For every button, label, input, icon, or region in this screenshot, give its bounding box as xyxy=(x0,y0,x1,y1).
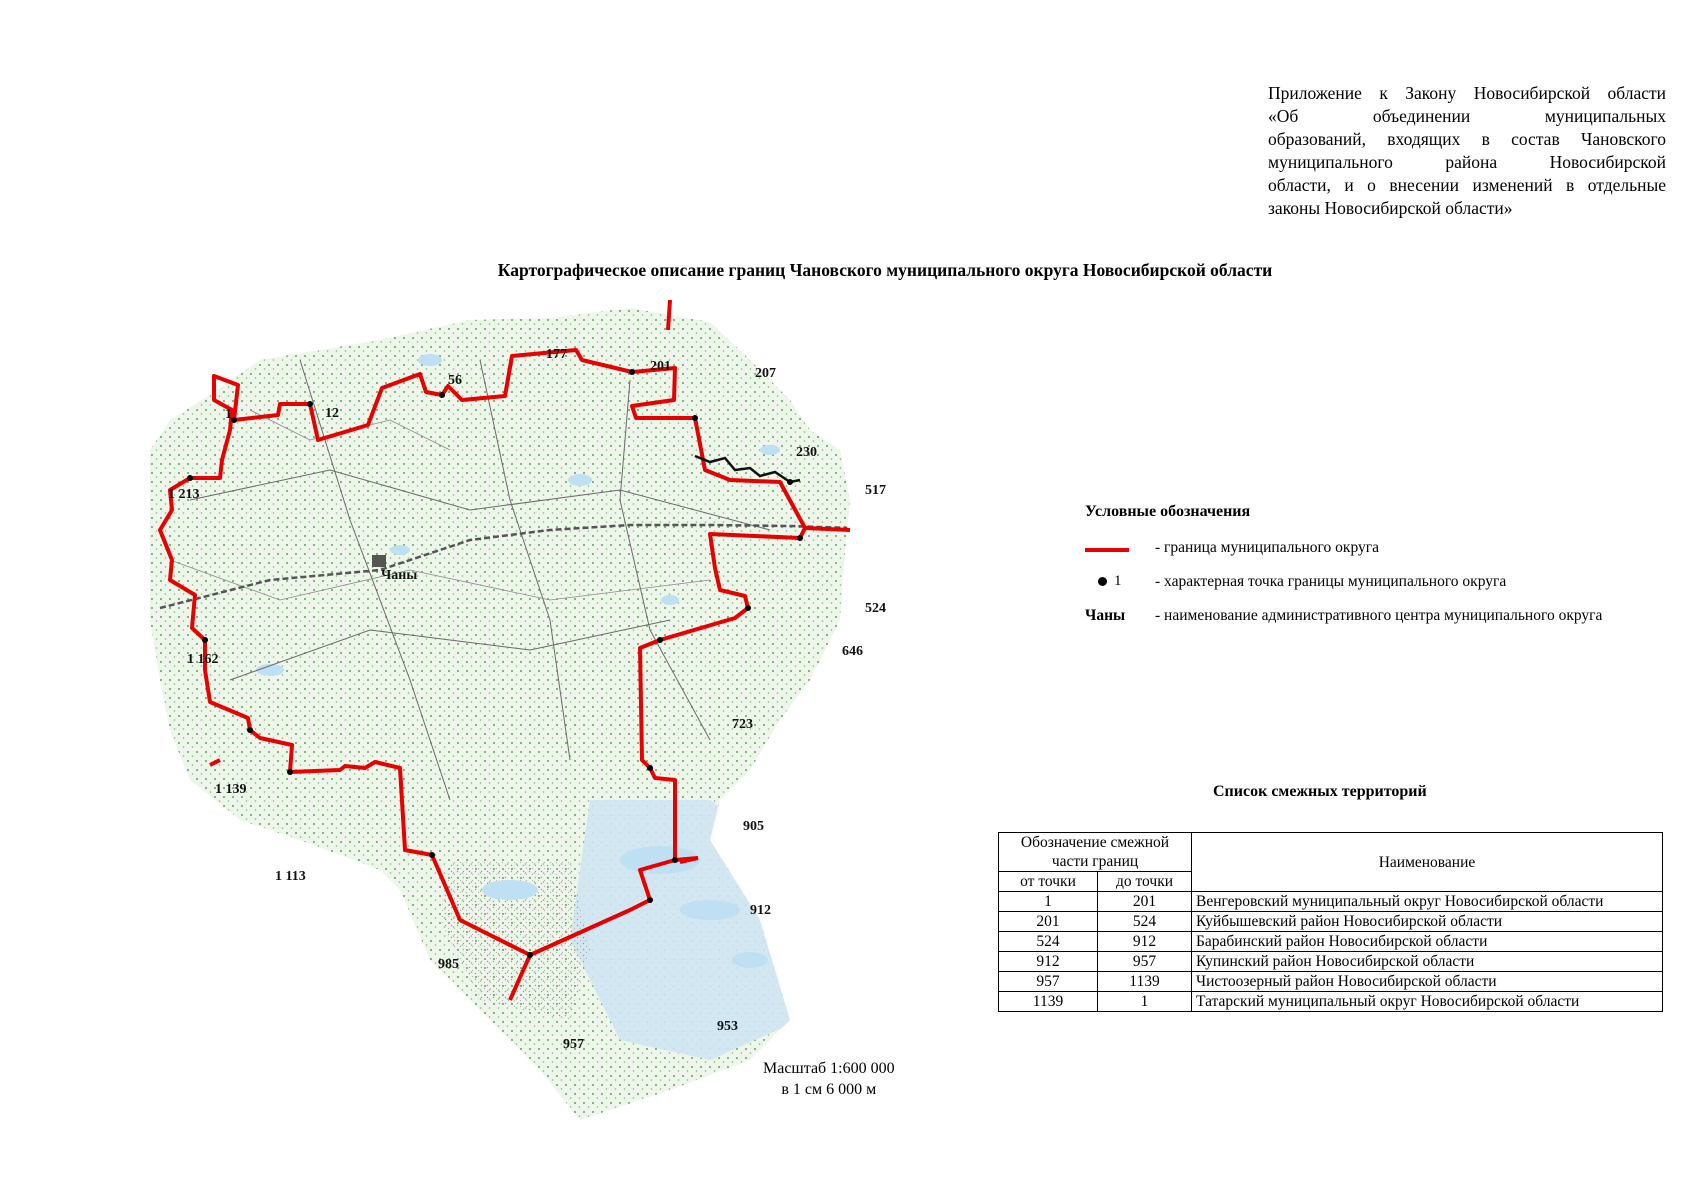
annex-line: законы Новосибирской области» xyxy=(1268,198,1513,218)
district-map[interactable] xyxy=(150,300,910,1130)
cell-from: 1139 xyxy=(999,992,1098,1012)
annex-line: «Об объединении муниципальных xyxy=(1268,106,1666,126)
cell-to: 524 xyxy=(1098,912,1192,932)
table-row xyxy=(999,932,1663,952)
legend-title: Условные обозначения xyxy=(1085,503,1251,520)
cell-to: 1139 xyxy=(1098,972,1192,992)
point-label: 201 xyxy=(650,359,671,374)
point-label: 953 xyxy=(717,1019,738,1034)
header-from: от точки xyxy=(999,872,1098,892)
cell-name: Венгеровский муниципальный округ Новосибирской области xyxy=(1192,892,1663,912)
cell-from: 524 xyxy=(999,932,1098,952)
cell-name: Барабинский район Новосибирской области xyxy=(1192,932,1663,952)
boundary-point xyxy=(307,401,313,407)
point-label: 957 xyxy=(563,1037,584,1052)
point-label: 723 xyxy=(732,717,753,732)
boundary-point xyxy=(527,952,533,958)
cell-to: 912 xyxy=(1098,932,1192,952)
boundary-point xyxy=(439,392,445,398)
annex-line: области, и о внесении изменений в отдельные xyxy=(1268,175,1666,195)
boundary-point xyxy=(187,475,193,481)
annex-line: муниципального района Новосибирской xyxy=(1268,152,1666,172)
boundary-point xyxy=(657,637,663,643)
boundary-point xyxy=(692,415,698,421)
point-label: 517 xyxy=(865,483,886,498)
legend-point-text: - характерная точка границы муниципального округа xyxy=(1155,573,1507,590)
point-label: 985 xyxy=(438,957,459,972)
table-row xyxy=(999,992,1663,1012)
point-label: 1 162 xyxy=(187,652,219,667)
town-chany-marker xyxy=(372,555,386,567)
table-row xyxy=(999,892,1663,912)
boundary-point xyxy=(287,769,293,775)
header-name: Наименование xyxy=(1192,833,1663,892)
point-label: 1 213 xyxy=(168,487,200,502)
cell-to: 1 xyxy=(1098,992,1192,1012)
boundary-swatch xyxy=(1085,548,1129,552)
map-scale xyxy=(763,1058,895,1100)
cell-from: 957 xyxy=(999,972,1098,992)
boundary-point xyxy=(745,605,751,611)
point-label: 524 xyxy=(865,601,886,616)
center-label: Чаны xyxy=(381,568,418,583)
topographic-background xyxy=(150,300,910,1130)
point-label: 12 xyxy=(325,406,339,421)
legend-boundary-text: - граница муниципального округа xyxy=(1155,539,1379,556)
point-swatch xyxy=(1098,577,1107,586)
cell-from: 201 xyxy=(999,912,1098,932)
adjacent-table xyxy=(998,832,1663,1012)
point-label: 230 xyxy=(796,445,817,460)
cell-name: Чистоозерный район Новосибирской области xyxy=(1192,972,1663,992)
point-label: 1 xyxy=(225,407,232,422)
point-label: 912 xyxy=(750,903,771,918)
cell-name: Купинский район Новосибирской области xyxy=(1192,952,1663,972)
adjacent-title: Список смежных территорий xyxy=(1213,783,1427,800)
table-row xyxy=(999,972,1663,992)
boundary-point xyxy=(647,765,653,771)
boundary-point xyxy=(202,637,208,643)
annex-line: образований, входящих в состав Чановского xyxy=(1268,129,1666,149)
boundary-point xyxy=(787,479,793,485)
cell-to: 201 xyxy=(1098,892,1192,912)
annex-note xyxy=(1268,82,1666,220)
scale-line: Масштаб 1:600 000 xyxy=(763,1060,895,1077)
point-label: 1 139 xyxy=(215,782,247,797)
point-label: 646 xyxy=(842,644,863,659)
table-row xyxy=(999,912,1663,932)
header-designation: Обозначение смежной части границ xyxy=(999,833,1192,872)
point-label: 56 xyxy=(448,373,462,388)
legend-center-text: - наименование административного центра муниципального округа xyxy=(1155,607,1603,624)
point-label: 1 113 xyxy=(275,869,306,884)
cell-name: Татарский муниципальный округ Новосибирской области xyxy=(1192,992,1663,1012)
cell-from: 912 xyxy=(999,952,1098,972)
point-label: 905 xyxy=(743,819,764,834)
boundary-point xyxy=(629,369,635,375)
annex-line: Приложение к Закону Новосибирской области xyxy=(1268,83,1666,103)
boundary-point xyxy=(647,897,653,903)
legend-center-sample: Чаны xyxy=(1085,607,1126,624)
point-label: 177 xyxy=(546,347,567,362)
header-to: до точки xyxy=(1098,872,1192,892)
page-title: Картографическое описание границ Чановского муниципального округа Новосибирской области xyxy=(497,260,1273,280)
legend-point-sample: 1 xyxy=(1114,573,1122,589)
cell-from: 1 xyxy=(999,892,1098,912)
boundary-point xyxy=(672,857,678,863)
point-label: 207 xyxy=(755,366,776,381)
table-row xyxy=(999,952,1663,972)
scale-line: в 1 см 6 000 м xyxy=(781,1081,877,1098)
boundary-point xyxy=(429,852,435,858)
cell-name: Куйбышевский район Новосибирской области xyxy=(1192,912,1663,932)
cell-to: 957 xyxy=(1098,952,1192,972)
boundary-point xyxy=(797,535,803,541)
boundary-point xyxy=(247,727,253,733)
